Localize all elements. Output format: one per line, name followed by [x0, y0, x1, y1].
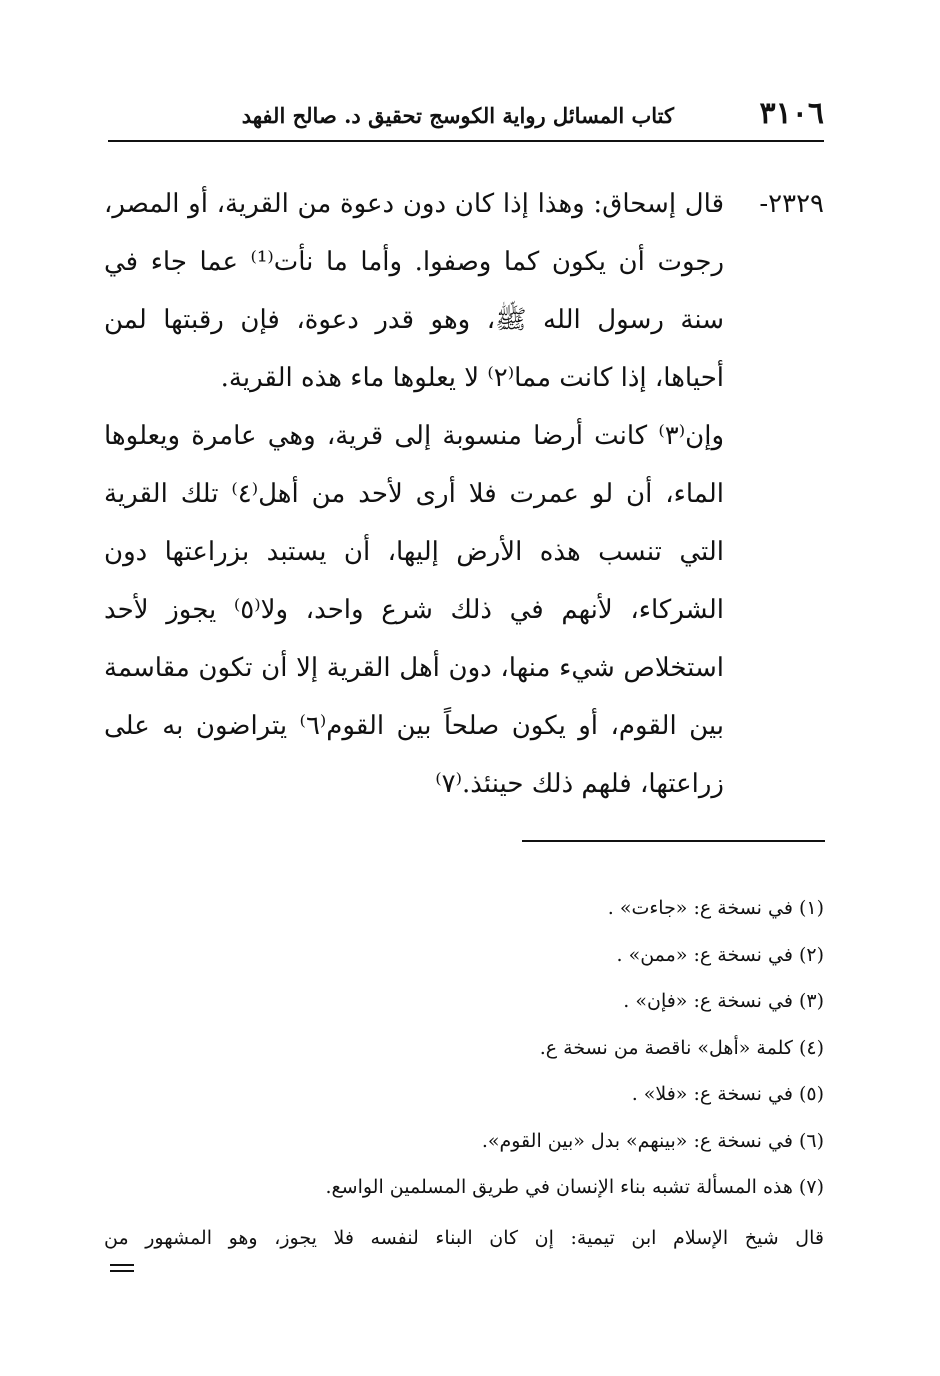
footnote-7: (٧) هذه المسألة تشبه بناء الإنسان في طريق المسلمين الواسع. — [325, 1176, 824, 1198]
footnote-3: (٣) في نسخة ع: «فإن» . — [623, 990, 824, 1012]
footnote-5: (٥) في نسخة ع: «فلا» . — [631, 1083, 824, 1105]
footnote-1: (١) في نسخة ع: «جاءت» . — [607, 897, 824, 919]
footnote-6: (٦) في نسخة ع: «بينهم» بدل «بين القوم». — [481, 1129, 824, 1152]
entry-paragraph-2: وإن⁽٣⁾ كانت أرضا منسوبة إلى قرية، وهي عامرة ويعلوها الماء، أن لو عمرت فلا أرى لأحد من أهل⁽٤⁾ تلك القرية التي تنسب هذه الأرض إليها، أن يستبد بزراعتها دون الشركاء، لأنهم في ذلك شرع واحد، ولا⁽٥⁾ يجوز لأحد استخلاص شيء منها، دون أهل القرية إلا أن تكون مقاسمة بين القوم، أو يكون صلحاً بين القوم⁽٦⁾ يتراضون به على زراعتها، فلهم ذلك حينئذ.⁽٧⁾ — [104, 421, 725, 799]
continuation-mark — [110, 1264, 134, 1272]
paragraph-1-text: قال إسحاق: وهذا إذا كان دون دعوة من القرية، أو المصر، رجوت أن يكون كما وصفوا. وأما ما نأت⁽¹⁾ عما جاء في سنة رسول الله ﷺ، وهو قدر دعوة، فإن رقبتها لمن أحياها، إذا كانت مما⁽٢⁾ لا يعلوها ماء هذه القرية. — [104, 189, 724, 393]
entry-number: ٢٣٢٩- — [759, 189, 824, 219]
running-title: كتاب المسائل رواية الكوسج تحقيق د. صالح الفهد — [241, 103, 674, 128]
footnote-continuation: قال شيخ الإسلام ابن تيمية: إن كان البناء لنفسه فلا يجوز، وهو المشهور من — [104, 1226, 824, 1249]
page-header — [108, 92, 824, 142]
main-text — [104, 175, 824, 813]
header-rule — [108, 140, 824, 142]
footnote-2: (٢) في نسخة ع: «ممن» . — [616, 943, 824, 966]
footnote-separator — [522, 840, 825, 842]
entry-paragraph-1 — [104, 175, 824, 407]
footnotes — [104, 885, 824, 1257]
page-number: ٣١٠٦ — [759, 96, 824, 131]
footnote-4: (٤) كلمة «أهل» ناقصة من نسخة ع. — [539, 1036, 824, 1059]
